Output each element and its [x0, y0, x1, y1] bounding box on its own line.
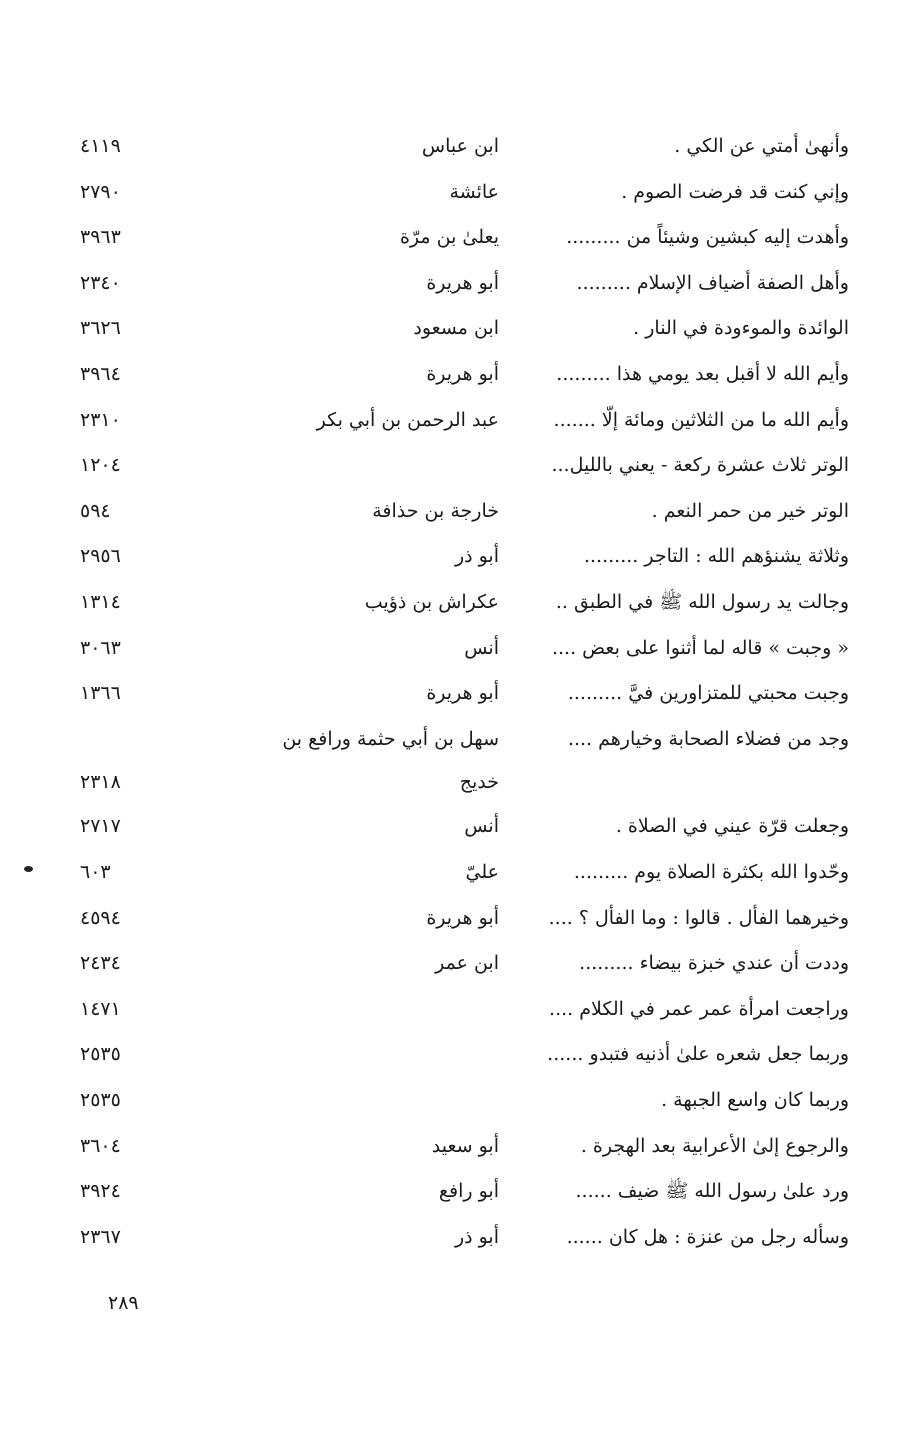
index-entry — [0, 635, 897, 675]
hadith-text: وجبت محبتي للمتزاورين فيَّ ......... — [567, 682, 849, 705]
hadith-number: ٢٣٦٧ — [80, 1225, 121, 1248]
hadith-number: ٢٥٣٥ — [80, 1043, 121, 1066]
index-entry — [0, 179, 897, 219]
narrator-name: ابن عمر — [435, 952, 499, 975]
narrator-name: أبو ذر — [454, 545, 499, 568]
index-entry — [0, 1224, 897, 1264]
index-entry — [0, 1178, 897, 1218]
hadith-text: وربما جعل شعره علىٰ أذنيه فتبدو ...... — [547, 1043, 849, 1066]
hadith-text: وثلاثة يشنؤهم الله : التاجر ......... — [583, 545, 849, 568]
hadith-number: ٢٤٣٤ — [80, 952, 121, 975]
narrator-name: عكراش بن ذؤيب — [364, 591, 499, 613]
index-entry — [0, 905, 897, 945]
hadith-text: وأنهىٰ أمتي عن الكي . — [674, 135, 849, 157]
narrator-name: أبو هريرة — [426, 682, 499, 705]
hadith-number: ٦٠٣ — [80, 861, 111, 883]
hadith-number: ٣٩٦٣ — [80, 226, 121, 249]
hadith-text: وربما كان واسع الجبهة . — [661, 1089, 849, 1111]
index-entry — [0, 859, 897, 899]
index-entry — [0, 498, 897, 538]
hadith-number: ٢٣٤٠ — [80, 271, 121, 294]
hadith-text: وأهدت إليه كبشين وشيئاً من ......... — [566, 226, 849, 249]
narrator-name: خارجة بن حذافة — [372, 499, 499, 522]
index-entry — [0, 1133, 897, 1173]
hadith-text: وراجعت امرأة عمر عمر في الكلام .... — [549, 997, 849, 1020]
index-entry — [0, 452, 897, 492]
hadith-text: والرجوع إلىٰ الأعرابية بعد الهجرة . — [580, 1134, 849, 1157]
hadith-text: ورد علىٰ رسول الله ﷺ ضيف ...... — [575, 1180, 849, 1203]
hadith-number: ٢٧١٧ — [80, 815, 121, 838]
hadith-text: وحّدوا الله بكثرة الصلاة يوم ......... — [573, 861, 849, 883]
narrator-name: عائشة — [449, 180, 499, 203]
narrator-name: ابن عباس — [421, 135, 499, 157]
hadith-number: ٣٩٦٤ — [80, 363, 121, 385]
narrator-name: أبو ذر — [454, 1225, 499, 1248]
narrator-name: يعلىٰ بن مرّة — [399, 226, 499, 249]
hadith-number: ٤١١٩ — [80, 135, 121, 157]
hadith-number: ٢٧٩٠ — [80, 180, 121, 203]
hadith-text: الوتر خير من حمر النعم . — [651, 499, 849, 522]
narrator-name: أنس — [464, 636, 499, 659]
hadith-text: وأهل الصفة أضياف الإسلام ......... — [576, 271, 849, 294]
hadith-number: ١٣١٤ — [80, 591, 121, 613]
hadith-number: ١٣٦٦ — [80, 682, 121, 705]
narrator-name: أبو هريرة — [426, 271, 499, 294]
hadith-number: ٢٣١٠ — [80, 408, 121, 431]
hadith-text: وددت أن عندي خبزة بيضاء ......... — [579, 952, 849, 975]
index-entry — [0, 996, 897, 1036]
index-entry — [0, 1041, 897, 1081]
index-entry — [0, 680, 897, 720]
margin-mark — [24, 866, 33, 872]
narrator-name: ابن مسعود — [413, 317, 499, 340]
hadith-number: ٢٣١٨ — [80, 770, 121, 793]
hadith-number: ١٢٠٤ — [80, 454, 121, 477]
narrator-name: أنس — [464, 815, 499, 838]
hadith-number: ٣٠٦٣ — [80, 636, 121, 659]
hadith-text: وأيم الله ما من الثلاثين ومائة إلّا ....... — [553, 408, 849, 431]
narrator-name: عبد الرحمن بن أبي بكر — [316, 408, 499, 431]
hadith-text: وأيم الله لا أقبل بعد يومي هذا ......... — [556, 363, 849, 385]
index-entry — [0, 589, 897, 629]
hadith-text: وجالت يد رسول الله ﷺ في الطبق .. — [555, 591, 849, 613]
hadith-number: ٥٩٤ — [80, 499, 111, 522]
hadith-text: الوتر ثلاث عشرة ركعة - يعني بالليل... — [551, 454, 849, 477]
narrator-name: سهل بن أبي حثمة ورافع بن خديج — [282, 727, 499, 793]
narrator-name: أبو رافع — [438, 1180, 499, 1203]
narrator-name: عليّ — [465, 861, 499, 883]
hadith-number: ٢٩٥٦ — [80, 545, 121, 568]
hadith-text: الوائدة والموءودة في النار . — [633, 317, 849, 340]
hadith-number: ٣٦٠٤ — [80, 1134, 121, 1157]
page-number: ٢٨٩ — [108, 1292, 139, 1314]
hadith-text: وخيرهما الفأل . قالوا : وما الفأل ؟ .... — [548, 906, 849, 929]
index-entry — [0, 1087, 897, 1127]
index-entry — [0, 315, 897, 355]
index-entry — [0, 270, 897, 310]
index-entry — [0, 361, 897, 401]
index-entry — [0, 813, 897, 853]
index-entry — [0, 726, 897, 793]
index-entry — [0, 407, 897, 447]
index-entry — [0, 133, 897, 173]
narrator-name: أبو هريرة — [426, 906, 499, 929]
index-entry — [0, 543, 897, 583]
hadith-number: ١٤٧١ — [80, 997, 121, 1020]
hadith-text: « وجبت » قاله لما أثنوا على بعض .... — [551, 636, 849, 659]
hadith-text: وجعلت قرّة عيني في الصلاة . — [615, 815, 849, 838]
hadith-number: ٣٦٢٦ — [80, 317, 121, 340]
hadith-text: وإني كنت قد فرضت الصوم . — [621, 180, 849, 203]
hadith-number: ٣٩٢٤ — [80, 1180, 121, 1203]
hadith-text: وجد من فضلاء الصحابة وخيارهم .... — [567, 727, 849, 750]
hadith-number: ٢٥٣٥ — [80, 1089, 121, 1111]
hadith-text: وسأله رجل من عنزة : هل كان ...... — [566, 1225, 849, 1248]
hadith-number: ٤٥٩٤ — [80, 906, 121, 929]
index-entry — [0, 950, 897, 990]
index-entry — [0, 224, 897, 264]
narrator-name: أبو هريرة — [426, 363, 499, 385]
narrator-name: أبو سعيد — [431, 1134, 499, 1157]
